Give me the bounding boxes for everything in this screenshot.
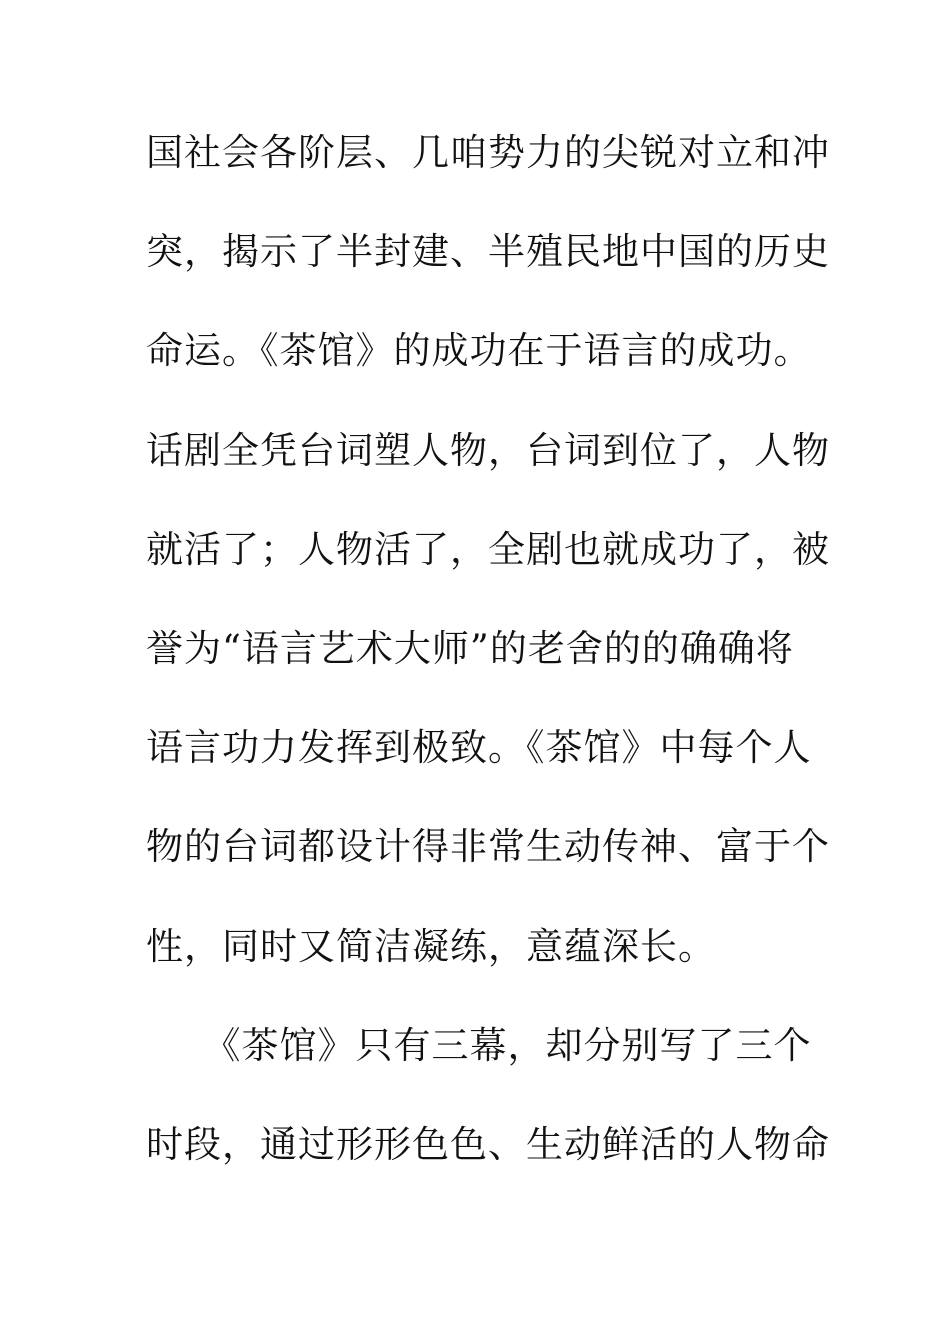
text-line-3: 命运。《茶馆》的成功在于语言的成功。 bbox=[146, 329, 812, 373]
text-line-11: 时段，通过形形色色、生动鲜活的人物命 bbox=[146, 1122, 830, 1166]
text-line-9: 性，同时又简洁凝练，意蕴深长。 bbox=[146, 924, 716, 968]
text-line-1: 国社会各阶层、几咱势力的尖锐对立和冲 bbox=[146, 131, 830, 174]
text-line-8: 物的台词都设计得非常生动传神、富于个 bbox=[146, 825, 830, 869]
text-line-4: 话剧全凭台词塑人物，台词到位了，人物 bbox=[146, 428, 830, 472]
text-line-5: 就活了；人物活了，全剧也就成功了，被 bbox=[146, 527, 830, 571]
text-line-10: 《茶馆》只有三幕，却分别写了三个 bbox=[146, 1023, 812, 1067]
text-line-7: 语言功力发挥到极致。《茶馆》中每个人 bbox=[146, 726, 812, 770]
body-text bbox=[146, 122, 830, 1213]
text-line-6: 誉为“语言艺术大师”的老舍的的确确将 bbox=[146, 626, 794, 670]
text-line-2: 突，揭示了半封建、半殖民地中国的历史 bbox=[146, 230, 830, 274]
